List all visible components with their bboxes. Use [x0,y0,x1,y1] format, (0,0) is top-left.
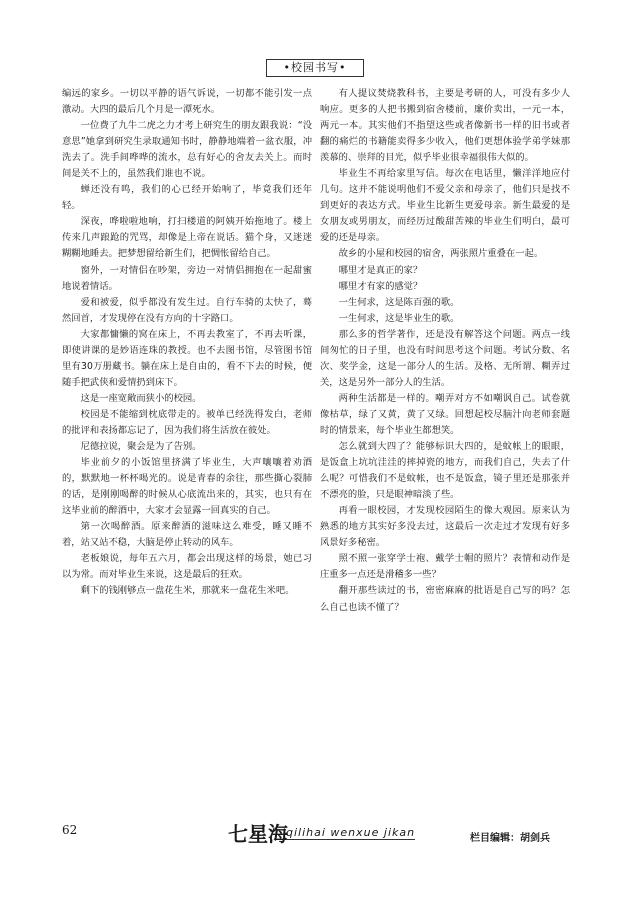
paragraph: 编远的家乡。一切以平静的语气诉说，一切都不能引发一点激动。大四的最后几个月是一潭死水。 [62,88,312,116]
paragraph: 第一次喝醉酒。原来醉酒的滋味这么难受，睡又睡不着，站又站不稳，大脑是停止转动的风车。 [62,521,312,549]
paragraph: 一生何求，这是毕业生的歌。 [338,312,460,324]
editor-credit: 栏目编辑：胡剑兵 [470,833,550,844]
article-column-left [62,86,312,600]
paragraph: 故乡的小屋和校园的宿舍，两张照片重叠在一起。 [338,248,544,260]
paragraph: 老板娘说，每年五六月，都会出现这样的场景，她已习以为常。而对毕业生来说，这是最后的狂欢。 [62,553,312,581]
magazine-pinyin: qilihai wenxue jikan [286,826,416,839]
paragraph: 深夜，哗啦啦地响，打扫楼道的阿姨开始拖地了。楼上传来几声踉跄的咒骂，却像是上帝在说话。猫个身，又迷迷糊糊地睡去。把梦想留给新生们，把惆怅留给自己。 [62,216,312,260]
paragraph: 爱和被爱，似乎都没有发生过。自行车骑的太快了，蓦然回首，才发现停在没有方向的十字路口。 [62,296,312,324]
paragraph: 有人提议焚烧教科书，主要是考研的人，可没有多少人响应。更多的人把书搬到宿舍楼前，廉价卖出，一元一本，两元一本。其实他们不指望这些或者像新书一样的旧书或者翻的痛烂的书籍能卖得多少收入，他们更想体验学弟学妹那羡慕的、崇拜的目光，似乎毕业很幸福很伟大似的。 [320,88,570,164]
paragraph: 再看一眼校园，才发现校园陌生的像大观园。原来认为熟悉的地方其实好多没去过，这最后一次走过才发现有好多风景好多秘密。 [320,505,570,549]
paragraph: 照不照一张穿学士袍、戴学士帽的照片？表情和动作是庄重多一点还是滑稽多一些？ [320,553,570,581]
paragraph: 翻开那些读过的书，密密麻麻的批语是自己写的吗？怎么自己也读不懂了？ [320,585,570,613]
magazine-logo: 七星海 [228,822,288,846]
paragraph: 哪里才有家的感觉？ [338,280,423,292]
paragraph: 尼德拉说，聚会是为了告别。 [80,441,202,453]
paragraph: 毕业生不再给家里写信。每次在电话里，懒洋洋地应付几句。这并不能说明他们不爱父亲和母亲了，他们只是找不到更好的表达方式。毕业生比新生更爱母亲。新生最爱的是女朋友或男朋友，而经历过酸甜苦辣的毕业生们明白，最可爱的还是母亲。 [320,168,570,244]
paragraph: 窗外，一对情侣在吵架，旁边一对情侣拥抱在一起甜蜜地说着情话。 [62,264,312,292]
paragraph: 哪里才是真正的家？ [338,264,423,276]
paragraph: 大家都慵懒的窝在床上，不再去教室了，不再去听课，即使讲课的是妙语连珠的教授。也不去图书馆，尽管图书馆里有30万册藏书。躺在床上是自由的，看不下去的时候，便随手把武侠和爱情扔到床下。 [62,328,312,388]
article-column-right [320,86,570,616]
section-header: •校园书写• [266,59,364,77]
paragraph: 一位费了九牛二虎之力才考上研究生的朋友跟我说：“没意思”她拿到研究生录取通知书时，静静地端着一盆衣服，冲洗去了。洗手间哗哗的流水，总有好心的舍友去关上。而时间是关不上的，虽然我们谁也不说。 [62,120,312,180]
paragraph: 怎么就到大四了？能够标识大四的，是蚊帐上的眼眼，是饭盒上坑坑洼洼的摔掉瓷的地方，而我们自己，失去了什么呢？可惜我们不是蚊帐，也不是饭盒，镜子里还是那张并不漂亮的脸，只是眼神暗淡了些。 [320,441,570,501]
page-number: 62 [62,823,78,837]
paragraph: 那么多的哲学著作，还是没有解答这个问题。两点一线间匆忙的日子里，也没有时间思考这个问题。考试分数、名次、奖学金，这是一部分人的生活。及格、无所谓、糊弄过关，这是另外一部分人的生活。 [320,328,570,388]
paragraph: 这是一座宽敞而狭小的校园。 [80,392,202,404]
paragraph: 校园是不能缩到枕底带走的。被单已经洗得发白，老师的批评和表扬都忘记了，因为我们将生活放在彼处。 [62,408,312,436]
paragraph: 蝉还没有鸣，我们的心已经开始响了，毕竟我们还年轻。 [62,184,312,212]
paragraph: 两种生活都是一样的。嘲弄对方不如嘲讽自己。试卷就像枯草，绿了又黄，黄了又绿。回想起校尽脑汁向老师套题时的情景来，每个毕业生都想笑。 [320,392,570,436]
paragraph: 剩下的钱刚够点一盘花生米，那就来一盘花生米吧。 [80,585,295,597]
paragraph: 一生何求，这是陈百强的歌。 [338,296,460,308]
paragraph: 毕业前夕的小饭馆里挤满了毕业生，大声嚷嚷着劝酒的，默默地一杯杯喝光的。说是青春的余往，那些撕心裂肺的话，是刚刚喝醉的时候从心底流出来的，其实，也只有在这毕业前的醉酒中，大家才会显露一回真实的自己。 [62,457,312,517]
